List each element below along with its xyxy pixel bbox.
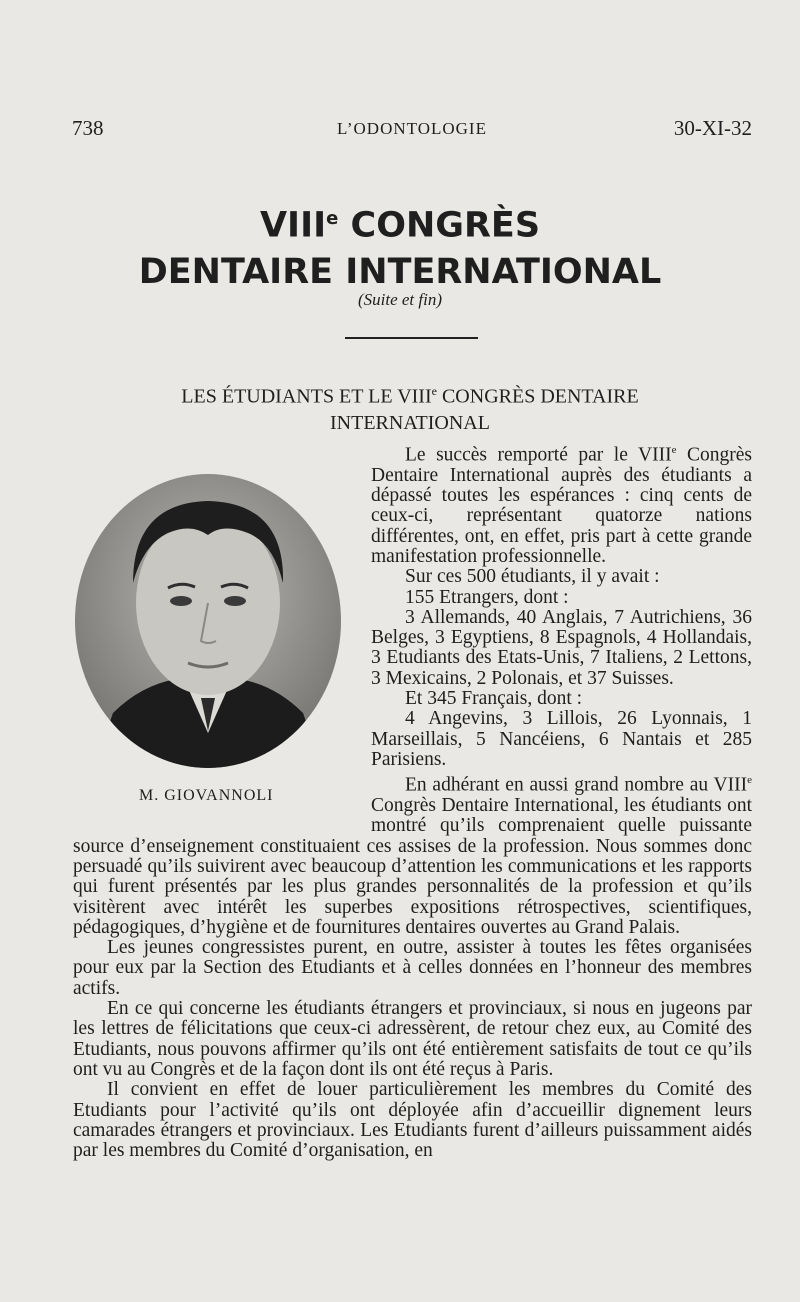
paragraph: 4 Angevins, 3 Lillois, 26 Lyonnais, 1 Marseillais, 5 Nancéiens, 6 Nantais et 285 Parisiens. <box>371 708 752 770</box>
paragraph: 3 Allemands, 40 Anglais, 7 Autrichiens, 36 Belges, 3 Egyptiens, 8 Espagnols, 4 Hollandais, 3 Etudiants des Etats-Unis, 7 Italiens, 2 Lettons, 3 Mexicains, 2 Polonais, et 37 Suisses. <box>371 606 752 689</box>
portrait-float-space <box>73 440 371 824</box>
article-subtitle: (Suite et fin) <box>357 290 443 309</box>
title-divider <box>345 337 478 339</box>
paragraph: Sur ces 500 étudiants, il y avait : <box>405 566 660 588</box>
article-title <box>0 196 800 295</box>
issue-date: 30-XI-32 <box>673 116 752 140</box>
running-header <box>72 116 752 146</box>
portrait-caption: M. GIOVANNOLI <box>139 787 274 804</box>
paragraph: Les jeunes congressistes purent, en outre, assister à toutes les fêtes organisées pour eux par la Section des Etudiants et à celles données en l’honneur des membres actifs. <box>73 937 752 999</box>
section-heading-a: LES ÉTUDIANTS ET LE VIII <box>181 385 432 408</box>
title-line-2: DENTAIRE INTERNATIONAL <box>138 251 662 292</box>
section-heading-sup: e <box>431 384 437 398</box>
section-heading <box>110 378 710 436</box>
p1-b: Congrès Dentaire International auprès des étudiants a dépassé toutes les espérances : cinq cents de ceux-ci, représentant quatorze nations différentes, ont, en effet, pris part à cette grande manifestation professionnelle. <box>371 444 752 567</box>
title-congres: CONGRÈS <box>338 205 541 246</box>
title-superscript: e <box>326 208 339 229</box>
paragraph: En ce qui concerne les étudiants étrangers et provinciaux, si nous en jugeons par les lettres de félicitations que ceux-ci adressèrent, de retour chez eux, au Comité des Etudiants, nous pouvons affirmer qu’ils ont été entièrement satisfaits de tout ce qu’ils ont vu au Congrès et de la façon dont ils ont été reçus à Paris. <box>73 998 752 1080</box>
section-heading-b: CONGRÈS DENTAIRE INTERNATIONAL <box>330 385 639 434</box>
paragraph: Il convient en effet de louer particulièrement les membres du Comité des Etudiants pour l’activité qu’ils ont déployée afin d’accueillir dignement leurs camarades étrangers et provinciaux. Les Etudiants furent d’ailleurs puissamment aidés par les membres du Comité d’organisation, en <box>73 1079 752 1162</box>
title-line-1 <box>0 196 800 249</box>
p1-a: Le succès remporté par le VIII <box>405 444 672 466</box>
p7-sup: e <box>747 774 752 787</box>
article-body <box>73 440 752 1161</box>
p1-sup: e <box>671 444 677 456</box>
title-roman: VIII <box>259 205 327 246</box>
p7-a: En adhérant en aussi grand nombre au VIII <box>405 774 748 796</box>
page-number: 738 <box>72 116 104 140</box>
journal-title: L’ODONTOLOGIE <box>337 119 487 138</box>
paragraph: Et 345 Français, dont : <box>405 688 583 710</box>
p7-b: Congrès Dentaire International, les étudiants ont montré qu’ils comprenaient quelle puissante source d’enseignement constituaient ces assises de la profession. Nous sommes donc persuadé qu’ils suivirent avec beaucoup d’attention les communications et les rapports qui furent présentés par les plus grandes personnalités de la profession et qu’ils visitèrent avec intérêt les superbes expositions rétrospectives, scientifiques, pédagogiques, d’hygiène et de fournitures dentaires ouvertes au Grand Palais. <box>73 795 752 938</box>
paragraph: 155 Etrangers, dont : <box>405 586 569 608</box>
